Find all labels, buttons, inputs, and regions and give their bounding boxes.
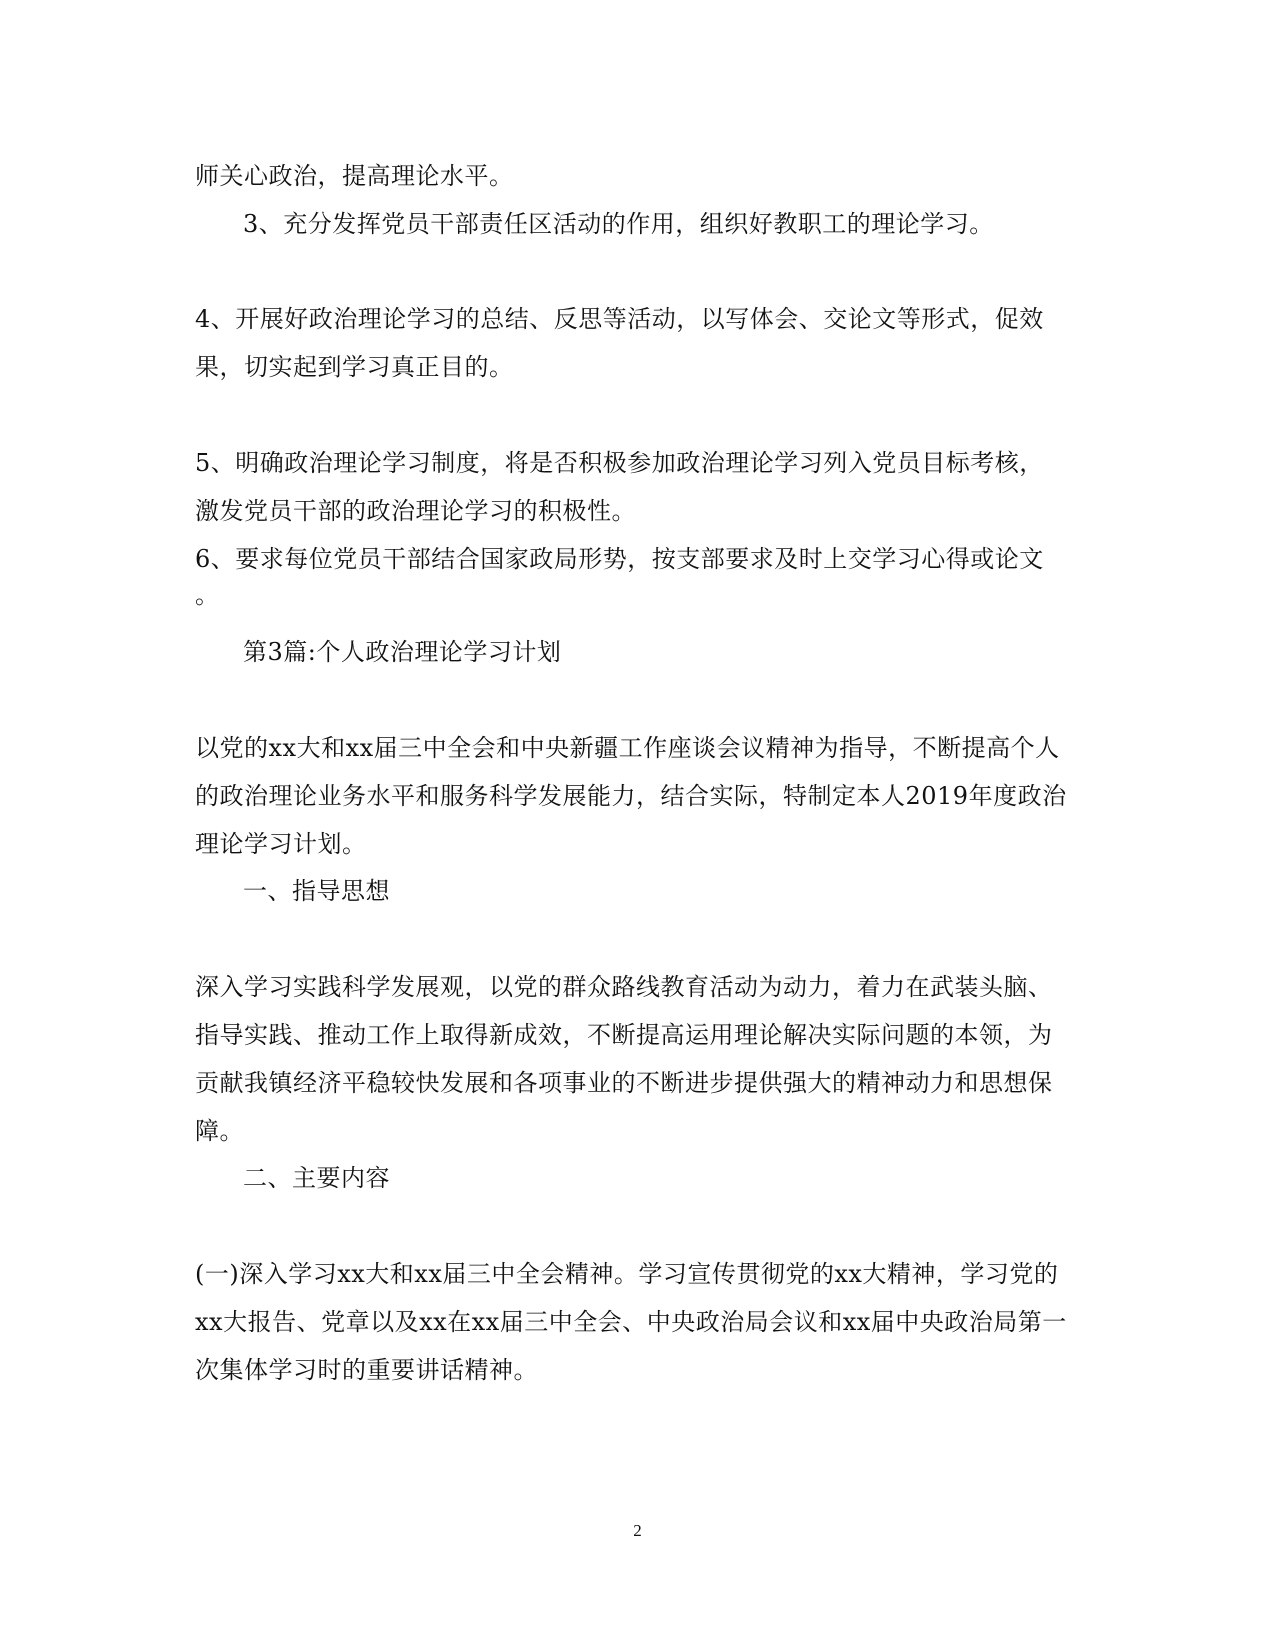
text-line: xx大报告、党章以及xx在xx届三中全会、中央政治局会议和xx届中央政治局第一: [195, 1308, 1067, 1336]
text-line: 6、要求每位党员干部结合国家政局形势，按支部要求及时上交学习心得或论文: [195, 545, 1044, 573]
text-line: 障。: [195, 1117, 244, 1145]
text-line: (一)深入学习xx大和xx届三中全会精神。学习宣传贯彻党的xx大精神，学习党的: [195, 1260, 1059, 1288]
text-line: 理论学习计划。: [195, 830, 367, 858]
text-line: 果，切实起到学习真正目的。: [195, 353, 514, 381]
text-line: 指导实践、推动工作上取得新成效，不断提高运用理论解决实际问题的本领，为: [195, 1021, 1053, 1049]
section-heading: 二、主要内容: [243, 1164, 390, 1192]
section-heading: 一、指导思想: [243, 877, 390, 905]
text-line: 深入学习实践科学发展观，以党的群众路线教育活动为动力，着力在武装头脑、: [195, 973, 1053, 1001]
section-heading: 第3篇:个人政治理论学习计划: [243, 638, 562, 666]
text-line: 4、开展好政治理论学习的总结、反思等活动，以写体会、交论文等形式，促效: [195, 305, 1044, 333]
page-number: 2: [633, 1521, 642, 1540]
text-line: 5、明确政治理论学习制度，将是否积极参加政治理论学习列入党员目标考核，: [195, 449, 1044, 477]
text-line: 激发党员干部的政治理论学习的积极性。: [195, 497, 636, 525]
text-line: 次集体学习时的重要讲话精神。: [195, 1356, 538, 1384]
text-line: 师关心政治，提高理论水平。: [195, 162, 514, 190]
text-line: 3、充分发挥党员干部责任区活动的作用，组织好教职工的理论学习。: [243, 210, 994, 238]
text-line: 的政治理论业务水平和服务科学发展能力，结合实际，特制定本人2019年度政治: [195, 782, 1067, 810]
text-line: 以党的xx大和xx届三中全会和中央新疆工作座谈会议精神为指导，不断提高个人: [195, 734, 1060, 762]
text-line: 贡献我镇经济平稳较快发展和各项事业的不断进步提供强大的精神动力和思想保: [195, 1069, 1053, 1097]
text-line: 。: [195, 581, 220, 609]
